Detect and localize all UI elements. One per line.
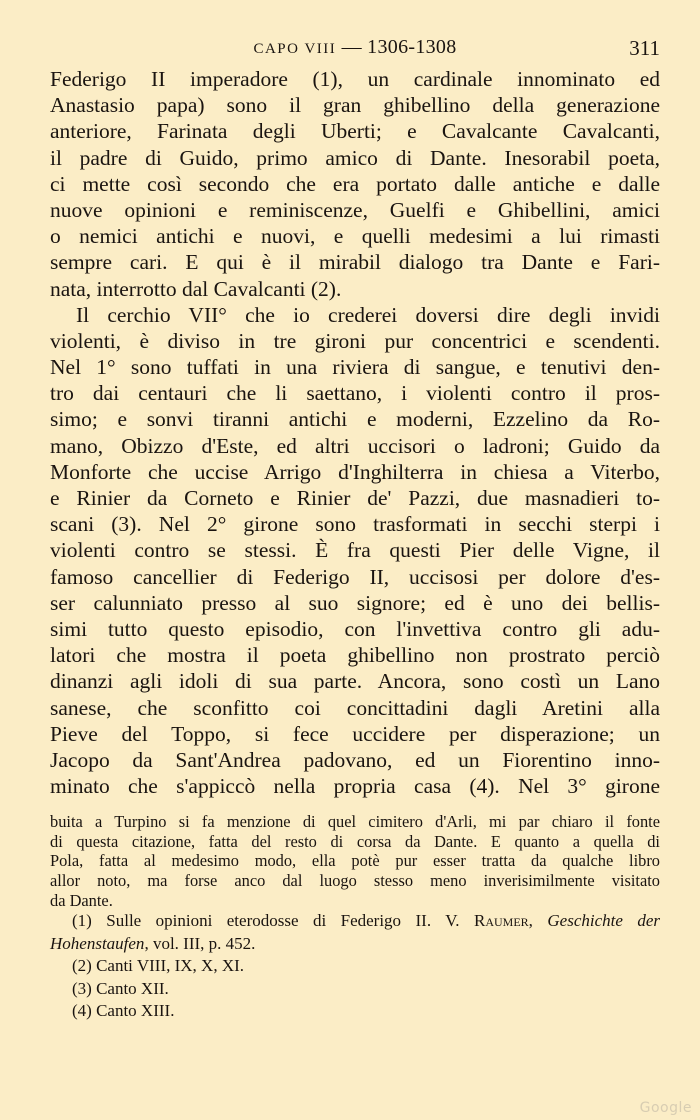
text-line: violenti, è diviso in tre gironi pur concentrici e scendenti. (50, 328, 660, 353)
footnote-continuation-line: di questa citazione, fatta del resto di corsa da Dante. E quanto a quella di (50, 831, 660, 851)
running-title (50, 36, 660, 59)
text-line: o nemici antichi e nuovi, e quelli medesimi a lui rimasti (50, 224, 660, 249)
text-line: violenti contro se stessi. È fra questi Pier delle Vigne, il (50, 538, 660, 563)
footnote-1 (50, 910, 660, 933)
footnote-continuation-line: buita a Turpino si fa menzione di quel cimitero d'Arli, mi par chiaro il fonte (50, 812, 660, 831)
text-line: Pieve del Toppo, si fece uccidere per disperazione; un (50, 721, 660, 746)
text-line: e Rinier da Corneto e Rinier de' Pazzi, due masnadieri to- (50, 486, 660, 510)
main-text (50, 66, 660, 799)
footnote-1-text: (1) Sulle opinioni eterodosse di Federigo II. V. (72, 911, 474, 931)
text-line: ser calunniato presso al suo signore; ed è uno dei bellis- (50, 590, 660, 615)
text-line: nuove opinioni e reminiscenze, Guelfi e Ghibellini, amici (50, 197, 660, 222)
footnote-continuation-line: da Dante. (50, 890, 113, 910)
text-line: simo; e sonvi tiranni antichi e moderni, Ezzelino da Ro- (50, 407, 660, 432)
footnote-1-author: Raumer (473, 911, 529, 931)
text-line: il padre di Guido, primo amico di Dante. Inesorabil poeta, (50, 145, 660, 170)
text-line: nata, interrotto dal Cavalcanti (2). (50, 276, 342, 301)
paragraph-start: Il cerchio VII° che io crederei doversi dire degli invidi (76, 302, 660, 327)
footnote-1-work-continued: Hohenstaufen (50, 933, 145, 953)
footnote-2: (2) Canti VIII, IX, X, XI. (72, 956, 245, 976)
text-line: anteriore, Farinata degli Uberti; e Cavalcante Cavalcanti, (50, 119, 660, 144)
text-line: minato che s'appiccò nella propria casa (4). Nel 3° girone (50, 774, 660, 799)
text-line: scani (3). Nel 2° girone sono trasformati in secchi sterpi i (50, 512, 660, 537)
text-line: Federigo II imperadore (1), un cardinale innominato ed (50, 67, 660, 91)
footnote-1-reference: , vol. III, p. 452. (144, 933, 256, 953)
footnote-continuation-line: Pola, fatta al medesimo modo, ella potè pur esser tratta da qualche libro (50, 851, 660, 871)
text-line: famoso cancellier di Federigo II, uccisosi per dolore d'es- (50, 564, 660, 589)
footnote-4: (4) Canto XIII. (72, 1001, 175, 1021)
text-line: mano, Obizzo d'Este, ed altri uccisori o ladroni; Guido da (50, 433, 660, 458)
footnote-continuation-line: allor noto, ma forse anco dal luogo stesso meno inverisimilmente visitato (50, 871, 660, 891)
text-line: Monforte che uccise Arrigo d'Inghilterra in chiesa a Viterbo, (50, 459, 660, 484)
text-line: simi tutto questo episodio, con l'invettiva contro gli adu- (50, 616, 660, 641)
text-line: Jacopo da Sant'Andrea padovano, ed un Fiorentino inno- (50, 747, 660, 772)
footnote-3: (3) Canto XII. (72, 978, 169, 998)
text-line: Nel 1° sono tuffati in una riviera di sangue, e tenutivi den- (50, 355, 660, 380)
text-line: sanese, che sconfitto coi concittadini dagli Aretini alla (50, 695, 660, 720)
page-header (50, 36, 660, 66)
text-line: tro dai centauri che li saettano, i violenti contro il pros- (50, 381, 660, 406)
text-line: Anastasio papa) sono il gran ghibellino della generazione (50, 93, 660, 118)
footnotes (50, 812, 660, 1023)
text-line: dinanzi agli idoli di sua parte. Ancora, sono costì un Lano (50, 669, 660, 694)
text-line: ci mette così secondo che era portato dalle antiche e dalle (50, 171, 660, 196)
footnote-1-continued (50, 933, 660, 956)
running-title-dates: — 1306-1308 (336, 36, 457, 58)
text-line: latori che mostra il poeta ghibellino non prostrato perciò (50, 643, 660, 668)
text-line: sempre cari. E qui è il mirabil dialogo tra Dante e Fari- (50, 250, 660, 275)
scan-watermark: Google (639, 1100, 692, 1116)
page-number: 311 (629, 36, 660, 60)
footnote-1-sep: , (528, 911, 548, 931)
footnote-1-work: Geschichte der (547, 911, 660, 931)
running-title-chapter: CAPO VIII (253, 41, 337, 57)
